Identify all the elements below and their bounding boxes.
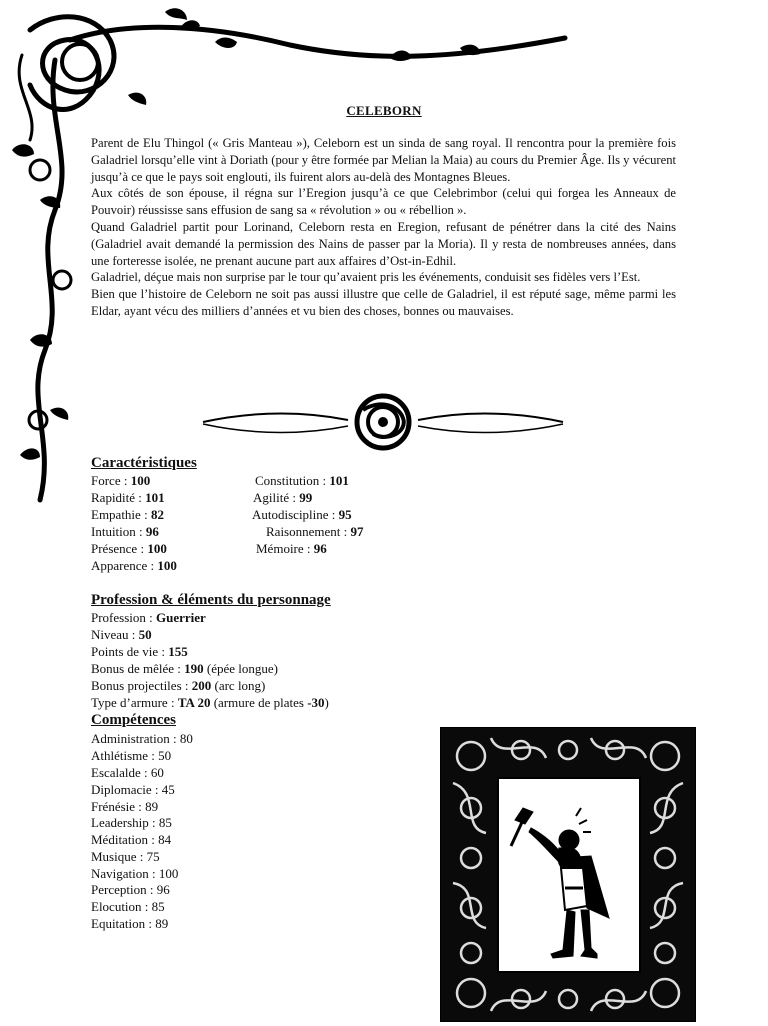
skill-item: Administration : 80 <box>91 731 193 746</box>
stat-intuition: Intuition : 96 <box>91 524 159 539</box>
level-line: Niveau : 50 <box>91 627 152 642</box>
hit-points-line: Points de vie : 155 <box>91 644 188 659</box>
skill-item: Elocution : 85 <box>91 899 165 914</box>
armor-type-line: Type d’armure : TA 20 (armure de plates -30) <box>91 695 329 710</box>
skill-item: Perception : 96 <box>91 882 170 897</box>
stat-rapidite: Rapidité : 101 <box>91 490 165 505</box>
melee-bonus-line: Bonus de mêlée : 190 (épée longue) <box>91 661 279 676</box>
biography <box>91 135 676 320</box>
profession-heading: Profession & éléments du personnage <box>91 592 331 608</box>
stat-autodiscipline: Autodiscipline : 95 <box>252 507 352 522</box>
stat-presence: Présence : 100 <box>91 541 167 556</box>
stat-apparence: Apparence : 100 <box>91 558 177 573</box>
skill-item: Méditation : 84 <box>91 832 172 847</box>
projectile-bonus-line: Bonus projectiles : 200 (arc long) <box>91 678 266 693</box>
stat-force: Force : 100 <box>91 473 151 488</box>
skill-item: Musique : 75 <box>91 849 160 864</box>
skill-item: Leadership : 85 <box>91 815 172 830</box>
skill-item: Athlétisme : 50 <box>91 748 172 763</box>
profession-line: Profession : Guerrier <box>91 610 206 625</box>
skill-item: Escalalde : 60 <box>91 765 164 780</box>
page-title: CELEBORN <box>346 103 422 118</box>
bio-paragraph: Bien que l’histoire de Celeborn ne soit pas aussi illustre que celle de Galadriel, il est réputé sage, même parmi les Eldar, ayant vécu des milliers d’années et vu bien des choses, bonnes ou mauvaises. <box>91 287 676 318</box>
bio-paragraph: Quand Galadriel partit pour Lorinand, Celeborn resta en Eregion, refusant de pénétrer dans la cité des Nains (Galadriel avait demandé la permission des Nains de passer par la Moria). Il y resta de nombreuses années, dans une forteresse isolée, ne prenant aucune part aux affaires d’Ost-in-Edhil. <box>91 219 676 268</box>
characteristics-heading: Caractéristiques <box>91 455 197 471</box>
celtic-divider-ornament <box>198 392 568 452</box>
skill-item: Frénésie : 89 <box>91 799 159 814</box>
stat-raisonnement: Raisonnement : 97 <box>266 524 364 539</box>
bio-paragraph: Galadriel, déçue mais non surprise par le tour qu’avaient pris les événements, conduisit ses fidèles vers l’Est. <box>91 270 641 285</box>
skill-item: Diplomacie : 45 <box>91 782 175 797</box>
stat-constitution: Constitution : 101 <box>255 473 349 488</box>
skill-item: Navigation : 100 <box>91 866 179 881</box>
warrior-illustration <box>440 727 696 1022</box>
celtic-frame-icon <box>441 728 695 1021</box>
bio-paragraph: Parent de Elu Thingol (« Gris Manteau »), Celeborn est un sinda de sang royal. Il rencontra pour la première fois Galadriel lorsqu’elle vint à Doriath (pour y être formée par Melian la Maia) au cours du Premier Âge. Ils y vécurent jusqu’à ce que le pays soit englouti, ils fuirent alors au-delà des Montagnes Bleues. <box>91 136 676 184</box>
skill-item: Equitation : 89 <box>91 916 169 931</box>
skills-heading: Compétences <box>91 712 176 728</box>
stat-empathie: Empathie : 82 <box>91 507 164 522</box>
bio-paragraph: Aux côtés de son épouse, il régna sur l’Eregion jusqu’à ce que Celebrimbor (celui qui forgea les Anneaux de Pouvoir) réussisse sans effusion de sang sa « révolution » ou « rébellion ». <box>91 186 676 218</box>
stat-agilite: Agilité : 99 <box>253 490 313 505</box>
stat-memoire: Mémoire : 96 <box>256 541 327 556</box>
